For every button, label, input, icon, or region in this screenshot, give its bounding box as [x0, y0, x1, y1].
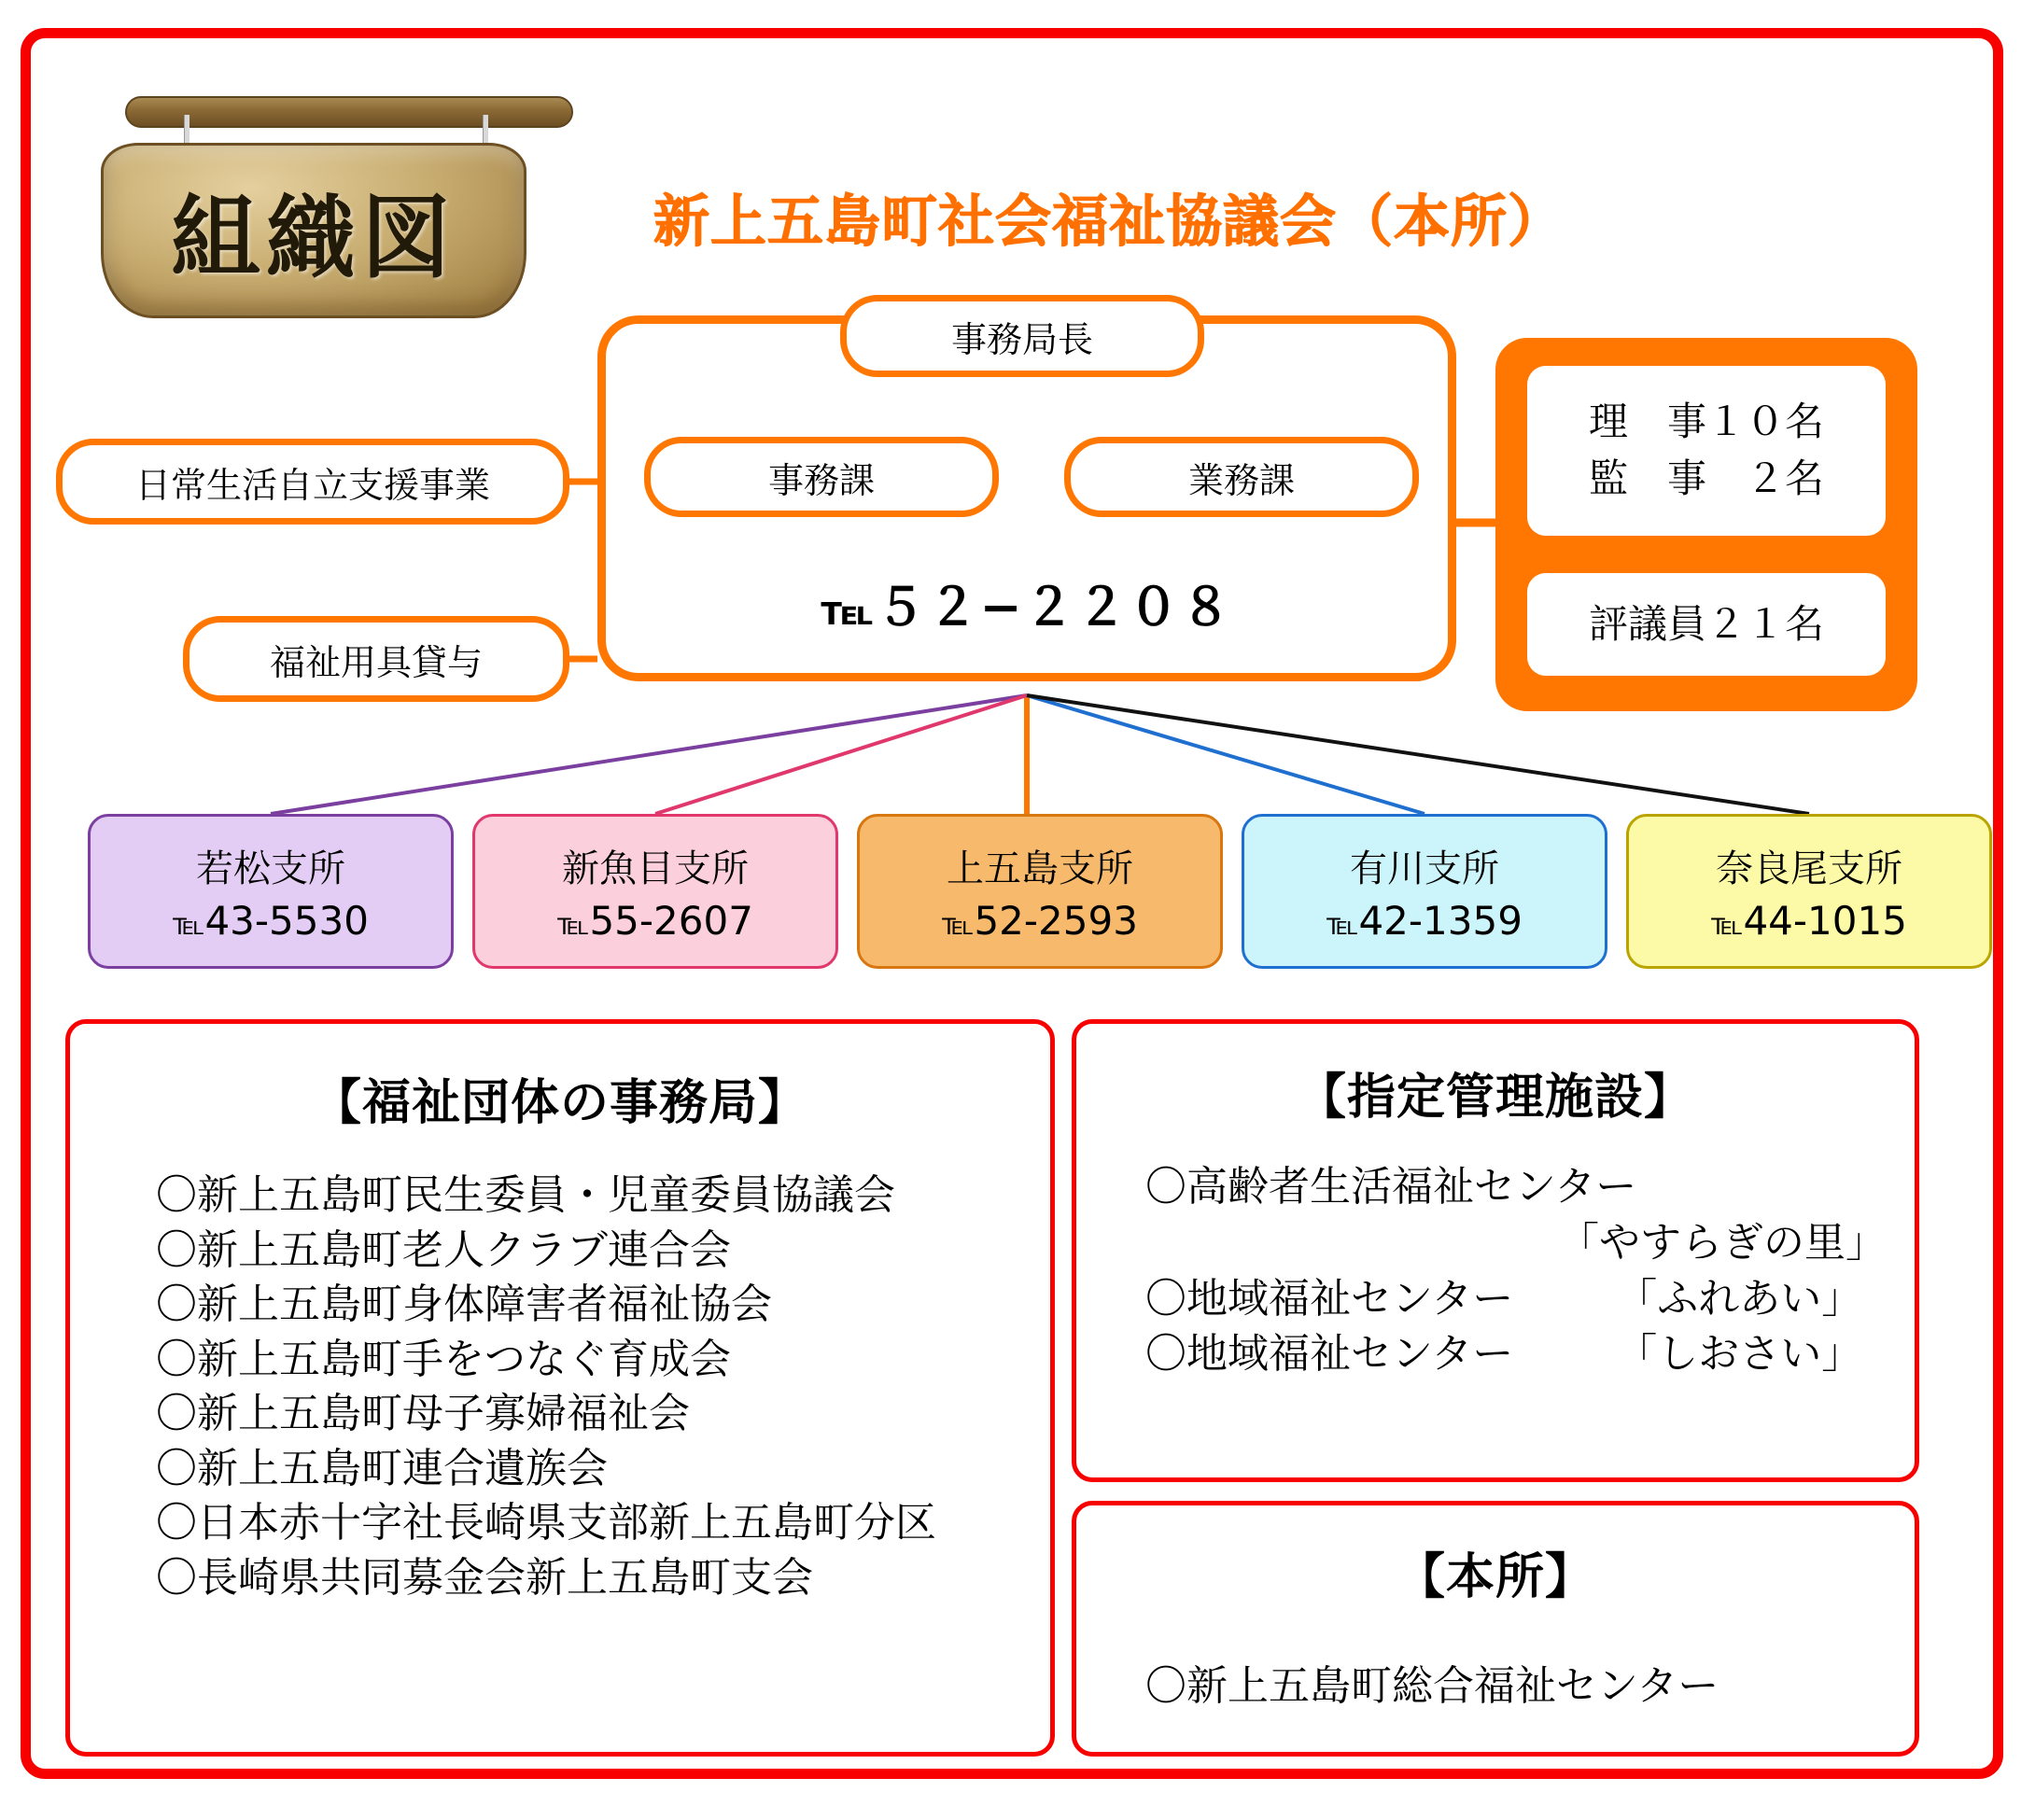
- node-business-division: 業務課: [1064, 437, 1419, 517]
- branch-arikawa: [1242, 814, 1607, 969]
- branch-telephone: [557, 898, 753, 944]
- branch-telephone-number: 52-2593: [974, 898, 1138, 944]
- welfare-organizations-list: [156, 1169, 1050, 1605]
- branch-wakamatsu: [88, 814, 454, 969]
- list-item: 〇新上五島町手をつなぐ育成会: [156, 1335, 731, 1383]
- telephone-icon: ℡: [557, 906, 590, 942]
- branch-telephone: [173, 898, 369, 944]
- list-item: 〇地域福祉センター 「ふれあい」: [1145, 1274, 1863, 1323]
- branch-telephone-number: 42-1359: [1358, 898, 1523, 944]
- page-title: 新上五島町社会福祉協議会（本所）: [653, 189, 1565, 255]
- list-item: 〇新上五島町母子寡婦福祉会: [156, 1390, 690, 1438]
- list-item: 〇新上五島町老人クラブ連合会: [156, 1225, 731, 1274]
- panel-head-office: [1072, 1501, 1919, 1757]
- panel-managed-facilities: [1072, 1019, 1919, 1482]
- councillors-box: [1527, 573, 1886, 676]
- list-item: 〇新上五島町民生委員・児童委員協議会: [156, 1171, 895, 1219]
- officers-auditors: 監 事 ２名: [1588, 455, 1824, 501]
- branch-name: 若松支所: [196, 847, 345, 890]
- panel-welfare-organizations: [65, 1019, 1055, 1757]
- list-item: 〇新上五島町身体障害者福祉協会: [156, 1281, 772, 1329]
- panel-title: 【本所】: [1396, 1549, 1594, 1605]
- officers-box: [1527, 366, 1886, 536]
- branch-name: 有川支所: [1350, 847, 1499, 890]
- telephone-icon: ℡: [1326, 906, 1359, 942]
- branch-narao: [1626, 814, 1992, 969]
- node-director: 事務局長: [840, 295, 1204, 377]
- officers-directors: 理 事１０名: [1588, 399, 1824, 445]
- list-item: 〇地域福祉センター 「しおさい」: [1145, 1330, 1863, 1379]
- node-welfare-equipment-lending: 福祉用具貸与: [183, 616, 569, 702]
- telephone-icon: ℡: [173, 906, 205, 942]
- plaque-label: 組織図: [171, 185, 456, 290]
- branch-kamigoto: [857, 814, 1223, 969]
- branch-telephone: [1711, 898, 1907, 944]
- head-office-list: [1145, 1652, 1915, 1712]
- panel-title: 【福祉団体の事務局】: [312, 1075, 807, 1131]
- branch-name: 新魚目支所: [562, 847, 749, 890]
- branch-shinuonome: [472, 814, 838, 969]
- councillors-count: 評議員２１名: [1588, 600, 1824, 647]
- telephone-icon: ℡: [1711, 906, 1744, 942]
- list-item: 〇高齢者生活福祉センター: [1145, 1163, 1637, 1211]
- node-administration-division: 事務課: [644, 437, 999, 517]
- list-item: 〇長崎県共同募金会新上五島町支会: [156, 1553, 813, 1602]
- branch-telephone: [1326, 898, 1523, 944]
- headquarters-telephone-number: ５２−２２０８: [875, 578, 1233, 637]
- branch-telephone-number: 44-1015: [1743, 898, 1907, 944]
- telephone-icon: ℡: [821, 587, 876, 635]
- branch-name: 奈良尾支所: [1716, 847, 1902, 890]
- branch-telephone-number: 43-5530: [204, 898, 369, 944]
- node-daily-life-support-service: 日常生活自立支援事業: [56, 439, 569, 525]
- branch-telephone: [942, 898, 1138, 944]
- managed-facilities-list: [1145, 1159, 1915, 1382]
- branch-telephone-number: 55-2607: [589, 898, 753, 944]
- headquarters-telephone: [597, 567, 1456, 639]
- plaque-body: [101, 143, 526, 318]
- title-plaque: [58, 89, 525, 322]
- list-item: 〇日本赤十字社長崎県支部新上五島町分区: [156, 1499, 936, 1547]
- list-item: 〇新上五島町連合遺族会: [156, 1444, 608, 1492]
- panel-title: 【指定管理施設】: [1297, 1070, 1693, 1126]
- branch-name: 上五島支所: [947, 847, 1133, 890]
- plaque-hanging-bar: [125, 96, 573, 128]
- telephone-icon: ℡: [942, 906, 975, 942]
- list-item: 〇新上五島町総合福祉センター: [1145, 1662, 1719, 1710]
- list-item-continuation: 「やすらぎの里」: [1558, 1218, 1887, 1267]
